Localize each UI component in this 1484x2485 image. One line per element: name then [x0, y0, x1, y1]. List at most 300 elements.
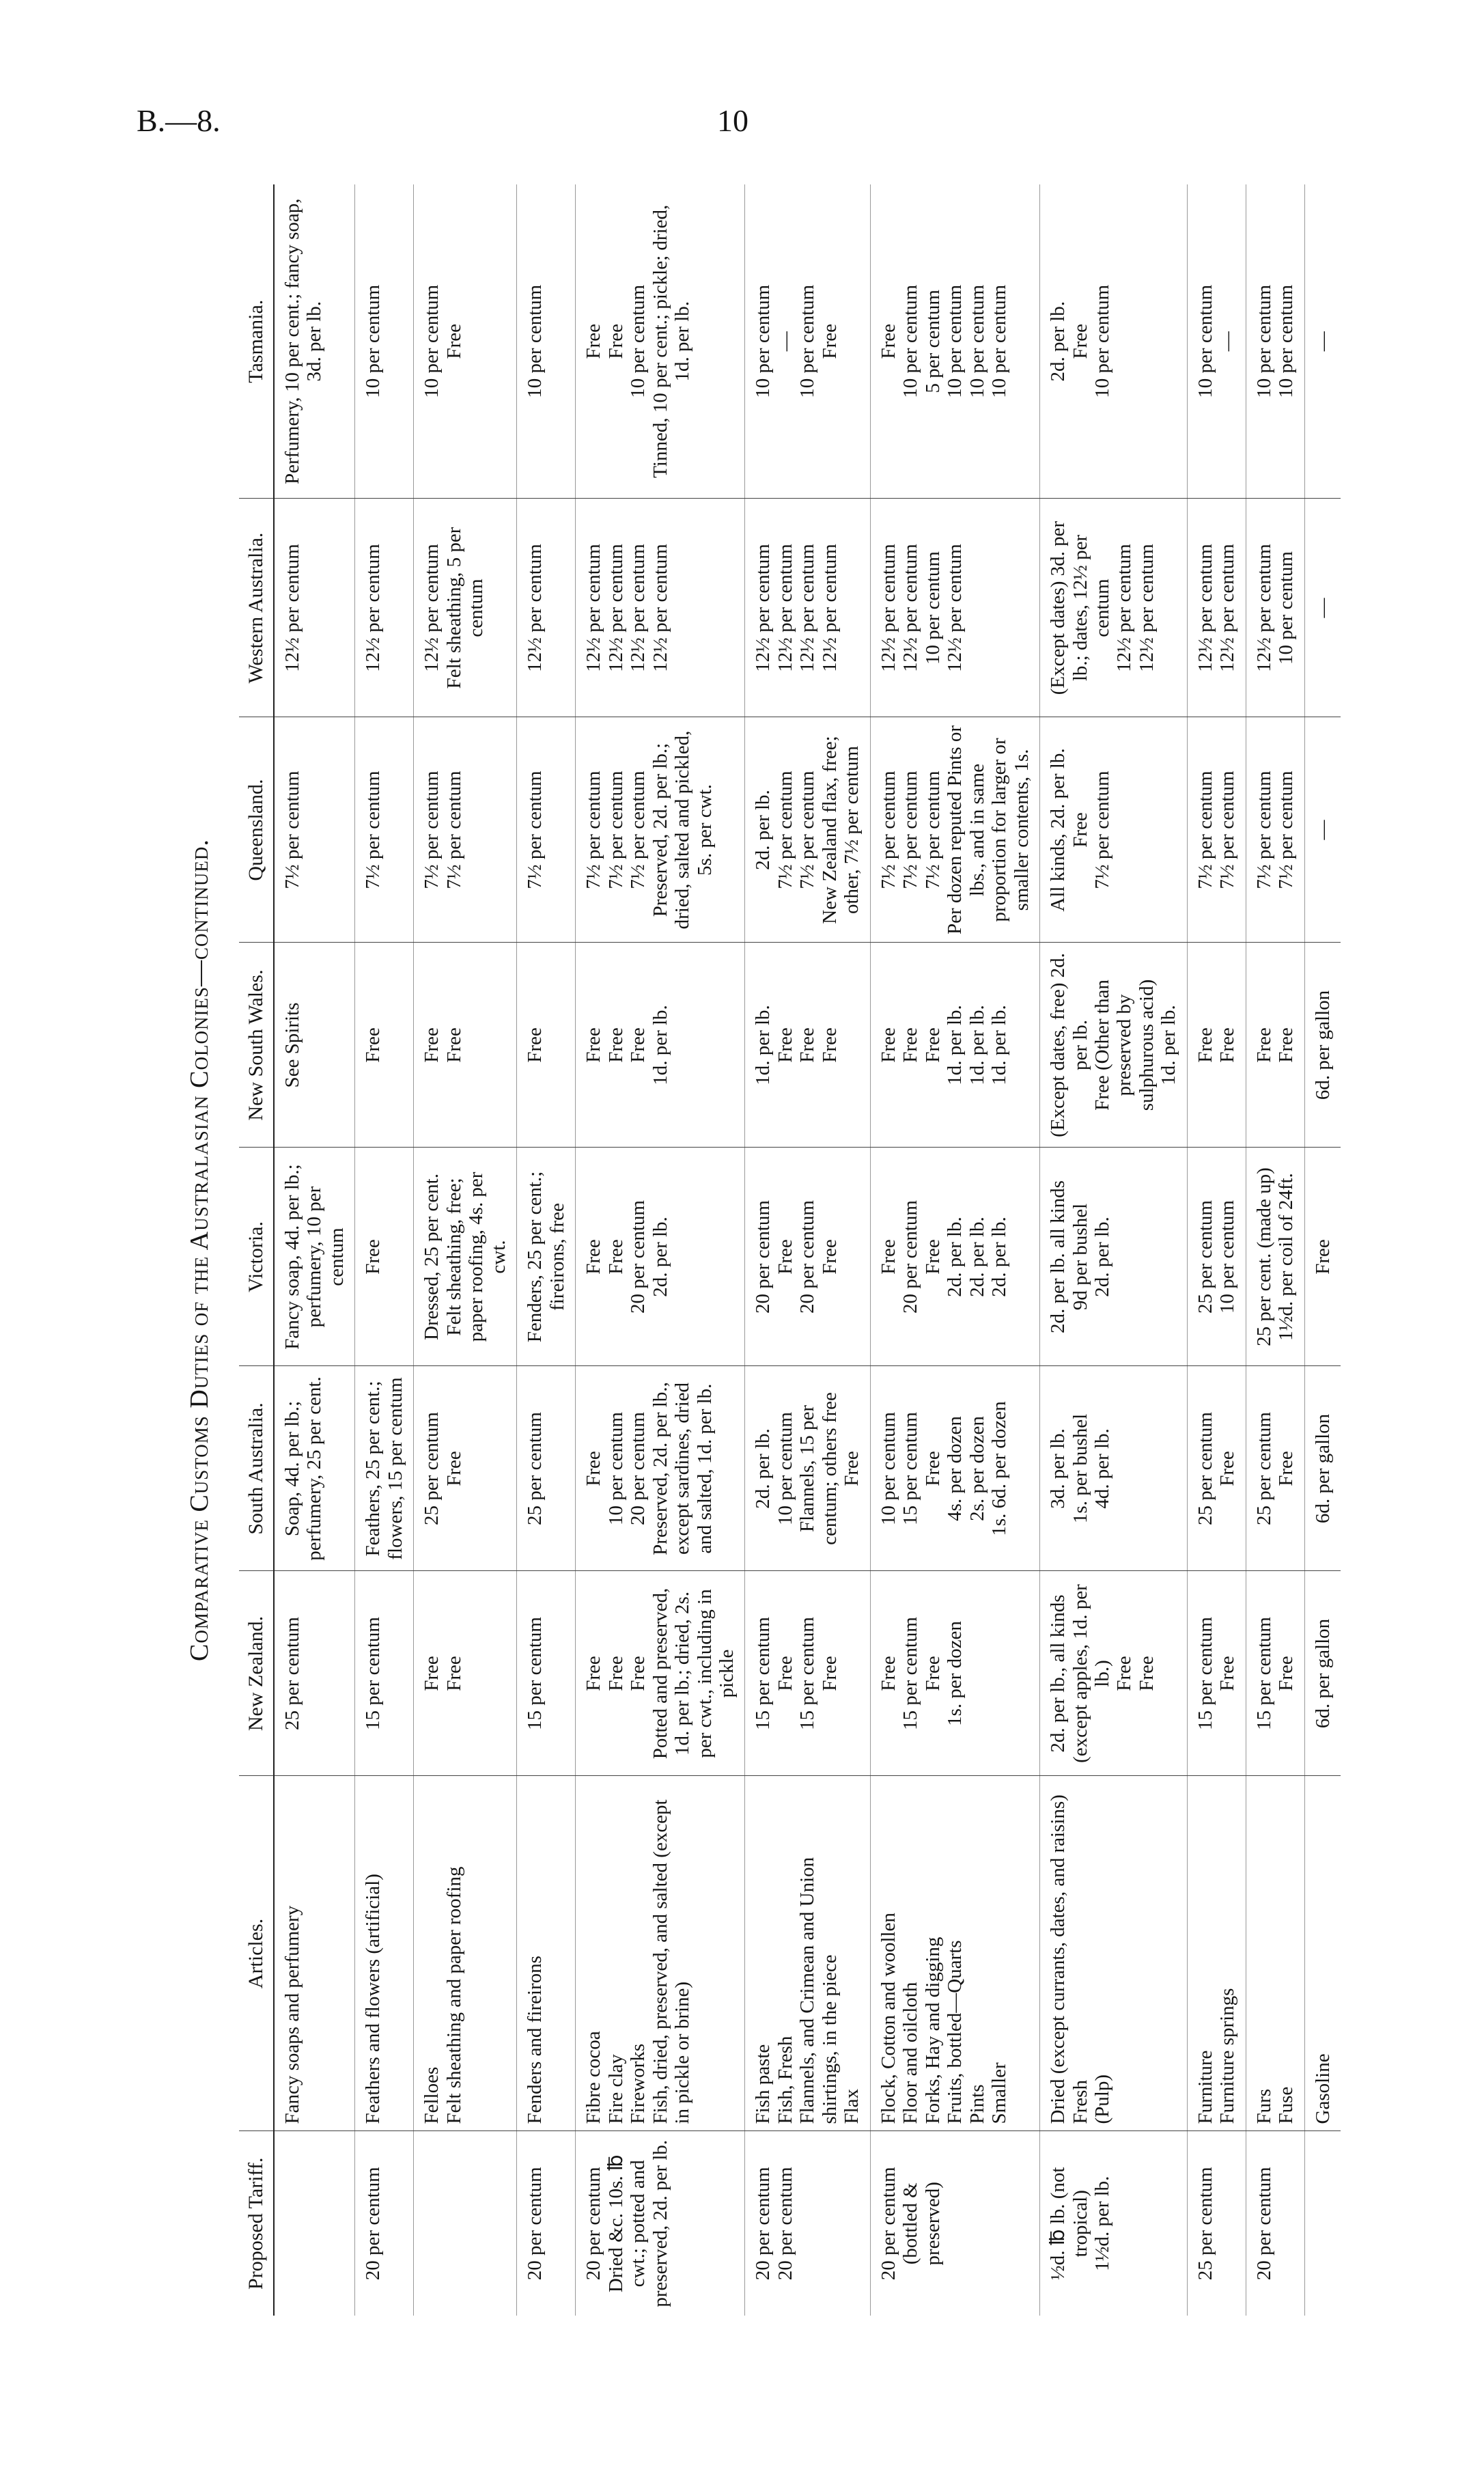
cell-line: Dried (except currants, dates, and raisins)	[1047, 1794, 1069, 2124]
cell-line: Free	[1135, 1656, 1158, 1691]
cell-line: 7½ per centum	[1194, 771, 1216, 889]
cell-line: 1s. per bushel	[1069, 1413, 1091, 1524]
cell-tas	[355, 184, 414, 499]
cell-qld	[1246, 717, 1304, 943]
cell-line: 25 per centum	[421, 1412, 443, 1525]
cell-wa	[274, 499, 355, 717]
table-row	[517, 184, 576, 2316]
cell-line: (Except dates, free) 2d. per lb.	[1047, 953, 1091, 1137]
cell-line: 20 per centum	[1252, 2167, 1275, 2281]
cell-line: 10 per centum	[1216, 1200, 1239, 1314]
table-row	[355, 184, 414, 2316]
cell-line: 12½ per centum	[583, 544, 605, 672]
cell-line: 1½d. per lb.	[1091, 2176, 1113, 2271]
cell-tas	[274, 184, 355, 499]
cell-wa	[745, 499, 870, 717]
cell-line: Floor and oilcloth	[899, 1982, 922, 2124]
cell-line: Felt sheathing and paper roofing	[443, 1866, 465, 2124]
col-header-sa: South Australia.	[239, 1366, 274, 1571]
cell-line: 10 per centum	[627, 284, 649, 398]
cell-tariff	[870, 2131, 1039, 2316]
cell-line: Free	[421, 1027, 443, 1063]
cell-line: See Spirits	[281, 1002, 303, 1088]
cell-line: 6d. per gallon	[1311, 990, 1334, 1100]
cell-wa	[517, 499, 576, 717]
cell-article	[517, 1776, 576, 2131]
cell-line: Free	[604, 1239, 627, 1275]
cell-tariff	[1187, 2131, 1246, 2316]
cell-line: Fire clay	[604, 2054, 627, 2124]
cell-qld	[870, 717, 1039, 943]
cell-nz	[1304, 1571, 1341, 1776]
cell-line: Fresh	[1069, 2080, 1091, 2124]
cell-line: Free	[627, 1027, 649, 1063]
cell-line: 12½ per centum	[627, 544, 649, 672]
cell-tas	[1040, 184, 1188, 499]
cell-line: 15 per centum	[796, 1617, 819, 1730]
cell-line: Free	[1275, 1656, 1298, 1691]
cell-line: 15 per centum	[362, 1617, 384, 1730]
cell-line: 20 per centum	[627, 1200, 649, 1314]
cell-line: 25 per centum	[1252, 1412, 1275, 1525]
cell-tariff	[1304, 2131, 1341, 2316]
cell-line: 12½ per centum	[362, 544, 384, 672]
cell-line: 10 per centum	[921, 551, 944, 665]
col-header-tariff: Proposed Tariff.	[239, 2131, 274, 2316]
cell-line: 15 per centum	[752, 1617, 774, 1730]
cell-line: 6d. per gallon	[1311, 1413, 1334, 1524]
cell-sa	[517, 1366, 576, 1571]
cell-nsw	[274, 943, 355, 1148]
cell-line: Flannels, and Crimean and Union shirtings, in the piece	[796, 1857, 841, 2124]
cell-line: Pints	[966, 2084, 988, 2124]
cell-wa	[1040, 499, 1188, 717]
cell-line: Fruits, bottled—Quarts	[944, 1940, 966, 2124]
cell-line: Free	[583, 1656, 605, 1691]
cell-nz	[1246, 1571, 1304, 1776]
cell-line: 1d. per lb.	[944, 1005, 966, 1085]
cell-line: 1d. per lb.	[966, 1005, 988, 1085]
col-header-nz: New Zealand.	[239, 1571, 274, 1776]
cell-line: 1s. per dozen	[944, 1621, 966, 1726]
cell-line: Felt sheathing, 5 per centum	[443, 527, 488, 689]
cell-line: 1d. per lb.	[1158, 1005, 1180, 1085]
cell-article	[870, 1776, 1039, 2131]
cell-line: Free	[877, 1027, 899, 1063]
cell-line: Free	[818, 1656, 841, 1691]
cell-vic	[870, 1148, 1039, 1366]
cell-nz	[745, 1571, 870, 1776]
cell-tas	[1304, 184, 1341, 499]
cell-wa	[870, 499, 1039, 717]
cell-line: 7½ per centum	[362, 771, 384, 889]
cell-line: Fish, dried, preserved, and salted (except in pickle or brine)	[649, 1799, 694, 2124]
cell-line: Free	[774, 1656, 796, 1691]
cell-nz	[1040, 1571, 1188, 1776]
cell-line: 2d. per lb.	[649, 1217, 671, 1297]
cell-vic	[576, 1148, 745, 1366]
cell-line: 12½ per centum	[818, 544, 841, 672]
col-header-articles: Articles.	[239, 1776, 274, 2131]
cell-line: 7½ per centum	[1252, 771, 1275, 889]
cell-line: 15 per centum	[899, 1412, 922, 1525]
cell-line: 7½ per centum	[627, 771, 649, 889]
cell-line: 20 per centum	[899, 1200, 922, 1314]
cell-tariff	[355, 2131, 414, 2316]
cell-vic	[414, 1148, 517, 1366]
cell-line: Free	[921, 1451, 944, 1486]
cell-line: 7½ per centum	[524, 771, 546, 889]
table-body	[274, 184, 1341, 2316]
cell-line: Free	[1069, 812, 1091, 848]
cell-line: 12½ per centum	[1113, 544, 1136, 672]
cell-wa	[576, 499, 745, 717]
cell-line: 12½ per centum	[774, 544, 796, 672]
cell-line: 7½ per centum	[1091, 771, 1113, 889]
cell-line: Free	[362, 1027, 384, 1063]
cell-line: 20 per centum	[627, 1412, 649, 1525]
cell-vic	[517, 1148, 576, 1366]
cell-line: Potted and preserved, 1d. per lb.; dried, 2s. per cwt., including in pickle	[649, 1587, 738, 1760]
cell-line: Free	[604, 1656, 627, 1691]
cell-line: 12½ per centum	[1252, 544, 1275, 672]
cell-nz	[517, 1571, 576, 1776]
cell-line: 20 per centum	[774, 2167, 796, 2281]
cell-line: 15 per centum	[1194, 1617, 1216, 1730]
cell-nsw	[1187, 943, 1246, 1148]
cell-line: New Zealand flax, free; other, 7½ per centum	[818, 736, 863, 924]
cell-qld	[517, 717, 576, 943]
cell-nsw	[1246, 943, 1304, 1148]
duties-table	[239, 184, 1341, 2316]
cell-line: Free	[1194, 1027, 1216, 1063]
table-row	[1304, 184, 1341, 2316]
table-row	[870, 184, 1039, 2316]
cell-line: 20 per centum	[752, 2167, 774, 2281]
cell-qld	[1187, 717, 1246, 943]
cell-nsw	[576, 943, 745, 1148]
cell-line: Fuse	[1275, 2086, 1298, 2124]
cell-tariff	[576, 2131, 745, 2316]
cell-line: 10 per centum	[1275, 551, 1298, 665]
cell-wa	[355, 499, 414, 717]
cell-line: Fish paste	[752, 2044, 774, 2124]
cell-line: Free	[921, 1656, 944, 1691]
cell-line: Free	[627, 1656, 649, 1691]
cell-nsw	[1304, 943, 1341, 1148]
cell-line: Free	[1275, 1027, 1298, 1063]
cell-line: Free	[362, 1239, 384, 1275]
col-header-vic: Victoria.	[239, 1148, 274, 1366]
cell-line: (Except dates) 3d. per lb.; dates, 12½ per centum	[1047, 520, 1113, 695]
cell-qld	[745, 717, 870, 943]
cell-line: 20 per centum	[796, 1200, 819, 1314]
cell-line: Free	[774, 1239, 796, 1275]
cell-line: 1d. per lb.	[988, 1005, 1011, 1085]
cell-line: Fancy soaps and perfumery	[281, 1905, 303, 2124]
table-title: Comparative Customs Duties of the Australasian Colonies—continued.	[185, 839, 214, 1661]
cell-qld	[576, 717, 745, 943]
cell-tas	[745, 184, 870, 499]
cell-line: Feathers and flowers (artificial)	[362, 1874, 384, 2124]
cell-line: Free	[877, 323, 899, 359]
cell-wa	[1304, 499, 1341, 717]
cell-line: 7½ per centum	[604, 771, 627, 889]
cell-line: Free	[1216, 1451, 1239, 1486]
cell-line: 20 per centum (bottled & preserved)	[877, 2167, 944, 2281]
cell-line: 3d. per lb.	[1047, 1428, 1069, 1509]
cell-line: 4d. per lb.	[1091, 1428, 1113, 1509]
cell-nsw	[414, 943, 517, 1148]
cell-vic	[1187, 1148, 1246, 1366]
cell-line: 25 per centum	[281, 1617, 303, 1730]
cell-line: 12½ per centum	[796, 544, 819, 672]
cell-line: All kinds, 2d. per lb.	[1047, 748, 1069, 912]
cell-line: Preserved, 2d. per lb., except sardines, dried and salted, 1d. per lb.	[649, 1382, 716, 1555]
cell-nsw	[517, 943, 576, 1148]
cell-line: Fish, Fresh	[774, 2036, 796, 2124]
cell-line: Free	[818, 323, 841, 359]
cell-line: Free	[583, 1451, 605, 1486]
page-code: B.—8.	[137, 103, 221, 138]
cell-line: Free	[1216, 1656, 1239, 1691]
cell-line: 10 per centum	[604, 1412, 627, 1525]
cell-sa	[1304, 1366, 1341, 1571]
cell-sa	[1040, 1366, 1188, 1571]
cell-vic	[1246, 1148, 1304, 1366]
cell-article	[576, 1776, 745, 2131]
cell-line: 25 per centum	[524, 1412, 546, 1525]
table-row	[1187, 184, 1246, 2316]
cell-line: 12½ per centum	[421, 544, 443, 672]
table-row	[274, 184, 355, 2316]
cell-line: Fireworks	[627, 2043, 649, 2124]
cell-line: 10 per centum	[1275, 284, 1298, 398]
cell-line: 10 per centum	[421, 284, 443, 398]
col-header-tas: Tasmania.	[239, 184, 274, 499]
cell-line: Free	[841, 1451, 863, 1486]
cell-nsw	[745, 943, 870, 1148]
cell-line: Smaller	[988, 2062, 1011, 2124]
cell-line: Free (Other than preserved by sulphurous acid)	[1091, 979, 1158, 1111]
cell-line: Free	[1216, 1027, 1239, 1063]
cell-line: 7½ per centum	[774, 771, 796, 889]
cell-line: Free	[796, 1027, 819, 1063]
cell-line: 10 per centum	[877, 1412, 899, 1525]
table-row	[1040, 184, 1188, 2316]
cell-line: 7½ per centum	[1216, 771, 1239, 889]
cell-line: Free	[921, 1239, 944, 1275]
cell-line: 12½ per centum	[752, 544, 774, 672]
cell-line: —	[774, 331, 796, 352]
cell-article	[414, 1776, 517, 2131]
cell-line: 20 per centum	[583, 2167, 605, 2281]
table-row	[576, 184, 745, 2316]
cell-article	[355, 1776, 414, 2131]
cell-line: Tinned, 10 per cent.; pickle; dried, 1d. per lb.	[649, 204, 694, 478]
cell-line: 7½ per centum	[921, 771, 944, 889]
cell-line: 7½ per centum	[796, 771, 819, 889]
cell-line: Furniture	[1194, 2050, 1216, 2124]
cell-line: 10 per centum	[1252, 284, 1275, 398]
table-row	[414, 184, 517, 2316]
cell-nz	[274, 1571, 355, 1776]
col-header-wa: Western Australia.	[239, 499, 274, 717]
cell-line: Free	[877, 1656, 899, 1691]
header-row	[239, 184, 274, 2316]
cell-article	[745, 1776, 870, 2131]
cell-line: —	[1311, 331, 1334, 352]
cell-vic	[1040, 1148, 1188, 1366]
cell-line: 2s. per dozen	[966, 1416, 988, 1521]
cell-line: Furniture springs	[1216, 1988, 1239, 2124]
cell-line: Free	[818, 1027, 841, 1063]
cell-tas	[1246, 184, 1304, 499]
table-row	[745, 184, 870, 2316]
cell-tariff	[274, 2131, 355, 2316]
cell-line: 15 per centum	[524, 1617, 546, 1730]
cell-line: Free	[443, 1027, 465, 1063]
cell-nsw	[355, 943, 414, 1148]
cell-line: Free	[818, 1239, 841, 1275]
cell-sa	[1246, 1366, 1304, 1571]
cell-line: Free	[774, 1027, 796, 1063]
cell-line: 1d. per lb.	[649, 1005, 671, 1085]
cell-line: Fibre cocoa	[583, 2031, 605, 2124]
cell-line: 25 per centum	[1194, 1200, 1216, 1314]
cell-line: Feathers, 25 per cent.; flowers, 15 per centum	[362, 1377, 406, 1560]
cell-line: 7½ per centum	[899, 771, 922, 889]
cell-line: 2d. per lb.	[966, 1217, 988, 1297]
cell-line: 12½ per centum	[604, 544, 627, 672]
cell-line: 2d. per lb.	[1047, 301, 1069, 382]
cell-line: Dried &c. 10s. ℔ cwt.; potted and preserved, 2d. per lb.	[604, 2139, 671, 2307]
cell-line: 20 per centum	[524, 2167, 546, 2281]
cell-line: Free	[443, 1656, 465, 1691]
cell-line: 1½d. per coil of 24ft.	[1275, 1173, 1298, 1341]
cell-line: 10 per centum	[988, 284, 1011, 398]
cell-line: 2d. per lb.	[752, 1428, 774, 1509]
cell-line: 7½ per centum	[877, 771, 899, 889]
cell-line: 1d. per lb.	[752, 1005, 774, 1085]
cell-line: Free	[421, 1656, 443, 1691]
cell-line: Gasoline	[1311, 2053, 1334, 2124]
rotated-table-block	[184, 184, 1334, 2316]
cell-line: Flock, Cotton and woollen	[877, 1913, 899, 2124]
cell-article	[1246, 1776, 1304, 2131]
cell-sa	[355, 1366, 414, 1571]
cell-wa	[1246, 499, 1304, 717]
cell-line: Free	[583, 323, 605, 359]
cell-line: 2d. per lb. all kinds	[1047, 1180, 1069, 1333]
cell-sa	[274, 1366, 355, 1571]
cell-article	[1304, 1776, 1341, 2131]
cell-line: Free	[524, 1027, 546, 1063]
cell-line: Free	[921, 1027, 944, 1063]
cell-tas	[414, 184, 517, 499]
cell-line: Dressed, 25 per cent.	[421, 1174, 443, 1340]
col-header-qld: Queensland.	[239, 717, 274, 943]
cell-line: 6d. per gallon	[1311, 1618, 1334, 1729]
cell-line: 25 per centum	[1194, 2167, 1216, 2281]
cell-line: 25 per cent. (made up)	[1252, 1167, 1275, 1346]
cell-line: —	[1216, 331, 1239, 352]
cell-vic	[1304, 1148, 1341, 1366]
cell-vic	[355, 1148, 414, 1366]
cell-nsw	[870, 943, 1039, 1148]
cell-sa	[414, 1366, 517, 1571]
cell-line: 12½ per centum	[1216, 544, 1239, 672]
cell-line: Per dozen reputed Pints or lbs., and in same proportion for larger or smaller contents, 1s.	[944, 725, 1033, 935]
cell-line: 10 per centum	[1091, 284, 1113, 398]
cell-line: Fancy soap, 4d. per lb.; perfumery, 10 per centum	[281, 1164, 348, 1350]
cell-line: Furs	[1252, 2088, 1275, 2124]
cell-line: Free	[604, 323, 627, 359]
cell-line: 12½ per centum	[1194, 544, 1216, 672]
cell-nz	[355, 1571, 414, 1776]
cell-tariff	[414, 2131, 517, 2316]
cell-line: 15 per centum	[899, 1617, 922, 1730]
cell-line: 12½ per centum	[649, 544, 671, 672]
page-number: 10	[717, 103, 748, 138]
cell-line: Free	[877, 1239, 899, 1275]
cell-nz	[414, 1571, 517, 1776]
cell-line: Free	[899, 1027, 922, 1063]
cell-line: 15 per centum	[1252, 1617, 1275, 1730]
cell-line: 9d per bushel	[1069, 1203, 1091, 1311]
cell-line: 10 per centum	[899, 284, 922, 398]
cell-line: Felt sheathing, free; paper roofing, 4s. per cwt.	[443, 1171, 509, 1342]
cell-nz	[1187, 1571, 1246, 1776]
cell-line: Free	[583, 1239, 605, 1275]
cell-line: Perfumery, 10 per cent.; fancy soap, 3d. per lb.	[281, 198, 326, 484]
cell-article	[274, 1776, 355, 2131]
cell-vic	[745, 1148, 870, 1366]
cell-line: 7½ per centum	[1275, 771, 1298, 889]
cell-sa	[576, 1366, 745, 1571]
cell-qld	[1304, 717, 1341, 943]
cell-line: 5 per centum	[921, 290, 944, 393]
cell-line: 2d. per lb.	[944, 1217, 966, 1297]
cell-line: Fenders and fireirons	[524, 1956, 546, 2124]
cell-line: 10 per centum	[362, 284, 384, 398]
cell-line: 2d. per lb., all kinds (except apples, 1d. per lb.)	[1047, 1584, 1113, 1763]
cell-tariff	[1246, 2131, 1304, 2316]
cell-line: Flannels, 15 per centum; others free	[796, 1392, 841, 1545]
cell-line: 10 per centum	[752, 284, 774, 398]
cell-qld	[355, 717, 414, 943]
cell-line: 7½ per centum	[421, 771, 443, 889]
cell-line: Free	[1275, 1451, 1298, 1486]
cell-tariff	[1040, 2131, 1188, 2316]
cell-line: Free	[1069, 323, 1091, 359]
cell-nz	[870, 1571, 1039, 1776]
cell-line: 1s. 6d. per dozen	[988, 1401, 1011, 1536]
cell-line: Free	[443, 323, 465, 359]
cell-line: Free	[1311, 1239, 1334, 1275]
cell-qld	[274, 717, 355, 943]
cell-line: 4s. per dozen	[944, 1416, 966, 1521]
cell-line: 7½ per centum	[281, 771, 303, 889]
cell-line: 2d. per lb.	[1091, 1217, 1113, 1297]
cell-qld	[1040, 717, 1188, 943]
cell-line: Soap, 4d. per lb.; perfumery, 25 per cent.	[281, 1376, 326, 1561]
cell-qld	[414, 717, 517, 943]
cell-line: 10 per centum	[1194, 284, 1216, 398]
cell-line: 10 per centum	[796, 284, 819, 398]
cell-line: 20 per centum	[752, 1200, 774, 1314]
cell-line: Free	[583, 1027, 605, 1063]
